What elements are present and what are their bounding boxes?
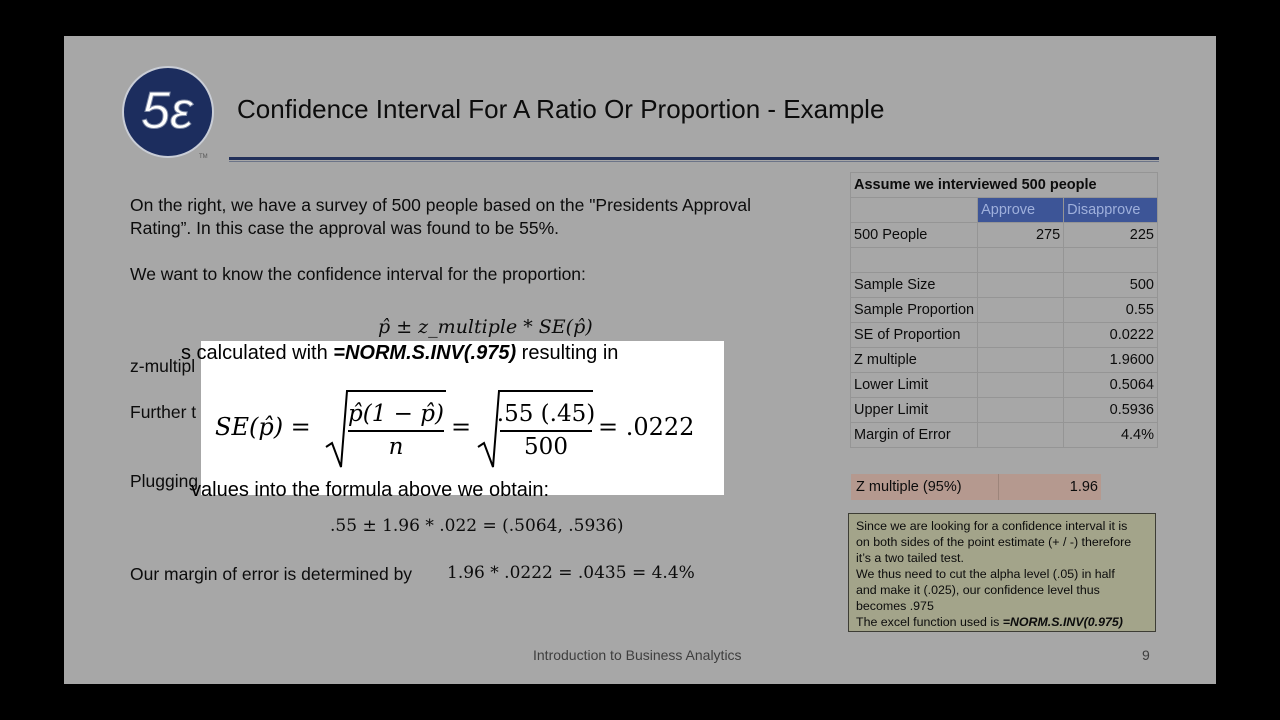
table-row [851, 373, 1158, 398]
svg-text:=: = [451, 413, 472, 441]
cell-approve [978, 423, 1064, 448]
paragraph-line: On the right, we have a survey of 500 people based on the "Presidents Approval [130, 195, 752, 215]
row-label: Margin of Error [851, 423, 978, 448]
table-row [851, 423, 1158, 448]
table-cell [851, 198, 978, 223]
z-multiple-box [851, 474, 1101, 500]
note-line: on both sides of the point estimate (+ / -) therefore [856, 535, 1132, 549]
cell-disapprove: 225 [1064, 223, 1158, 248]
slide-title: Confidence Interval For A Ratio Or Proportion - Example [237, 94, 885, 124]
se-result: = .0222 [598, 413, 695, 441]
ci-formula: p̂ ± z_multiple * SE(p̂) [378, 316, 593, 338]
table-row [851, 323, 1158, 348]
cell-value: 0.5936 [1064, 398, 1158, 423]
table-title: Assume we interviewed 500 people [851, 173, 1158, 198]
cell-divider [998, 474, 999, 500]
formula-popup [181, 341, 724, 501]
table-row [851, 273, 1158, 298]
cell-approve [978, 323, 1064, 348]
note-line: Since we are looking for a confidence interval it is [856, 519, 1128, 533]
table-row [851, 248, 1158, 273]
z-multiple-label: Z multiple (95%) [856, 479, 962, 495]
cell-value: 0.0222 [1064, 323, 1158, 348]
cell-approve [978, 348, 1064, 373]
popup-line1-suffix: resulting in [516, 342, 619, 364]
cell-value: 1.9600 [1064, 348, 1158, 373]
cell-approve [978, 398, 1064, 423]
popup-line1-prefix: s calculated with [181, 342, 334, 364]
cell-approve [978, 298, 1064, 323]
cell-approve [978, 373, 1064, 398]
margin-text: Our margin of error is determined by [130, 564, 413, 584]
row-label: SE of Proportion [851, 323, 978, 348]
z-multiple-text: z-multipl [130, 356, 196, 376]
note-line: becomes .975 [856, 599, 934, 613]
se-lhs: SE(p̂) = [215, 413, 311, 441]
ci-calculation: .55 ± 1.96 * .022 = (.5064, .5936) [330, 516, 624, 536]
column-header-approve: Approve [978, 198, 1064, 223]
cell-approve: 275 [978, 223, 1064, 248]
note-function: =NORM.S.INV(0.975) [1002, 615, 1123, 629]
column-header-disapprove: Disapprove [1064, 198, 1158, 223]
popup-line1-function: =NORM.S.INV(.975) [333, 342, 517, 364]
note-line: We thus need to cut the alpha level (.05) in half [856, 567, 1115, 581]
row-label: Upper Limit [851, 398, 978, 423]
footer-course-title: Introduction to Business Analytics [533, 647, 742, 663]
title-divider-shadow [229, 161, 1159, 162]
cell-value: 0.55 [1064, 298, 1158, 323]
cell-disapprove [1064, 248, 1158, 273]
cell-value: 500 [1064, 273, 1158, 298]
page-number: 9 [1142, 647, 1150, 663]
cell-approve [978, 273, 1064, 298]
se-denominator: n [388, 434, 404, 460]
company-logo [121, 66, 217, 160]
cell-approve [978, 248, 1064, 273]
z-multiple-value: 1.96 [1069, 479, 1098, 495]
survey-table [850, 172, 1158, 448]
row-label: Sample Size [851, 273, 978, 298]
logo-tm: TM [199, 154, 208, 160]
note-function-prefix: The excel function used is [856, 615, 1003, 629]
se-numerator-values: .55 (.45) [496, 401, 596, 427]
margin-formula: 1.96 * .0222 = .0435 = 4.4% [447, 563, 695, 583]
paragraph-question: We want to know the confidence interval for the proportion: [130, 264, 586, 284]
note-line: it’s a two tailed test. [856, 551, 964, 565]
se-numerator: p̂(1 − p̂) [348, 401, 444, 427]
row-label: Z multiple [851, 348, 978, 373]
se-formula [201, 369, 724, 481]
plugging-text: Plugging [130, 471, 199, 491]
table-row [851, 298, 1158, 323]
se-denominator-values: 500 [524, 434, 568, 460]
further-text: Further t [130, 402, 197, 422]
note-line: and make it (.025), our confidence level thus [856, 583, 1100, 597]
paragraph-line: Rating”. In this case the approval was found to be 55%. [130, 218, 560, 238]
table-row [851, 398, 1158, 423]
row-label: Sample Proportion [851, 298, 978, 323]
table-row [851, 348, 1158, 373]
cell-value: 4.4% [1064, 423, 1158, 448]
note-line [856, 614, 1148, 630]
popup-line1 [181, 342, 618, 365]
row-label: 500 People [851, 223, 978, 248]
popup-line3: values into the formula above we obtain: [191, 479, 549, 501]
row-label [851, 248, 978, 273]
table-row [851, 223, 1158, 248]
cell-value: 0.5064 [1064, 373, 1158, 398]
row-label: Lower Limit [851, 373, 978, 398]
logo-text: 5ε [141, 82, 193, 140]
explanation-note [848, 513, 1156, 632]
title-divider [229, 157, 1159, 160]
